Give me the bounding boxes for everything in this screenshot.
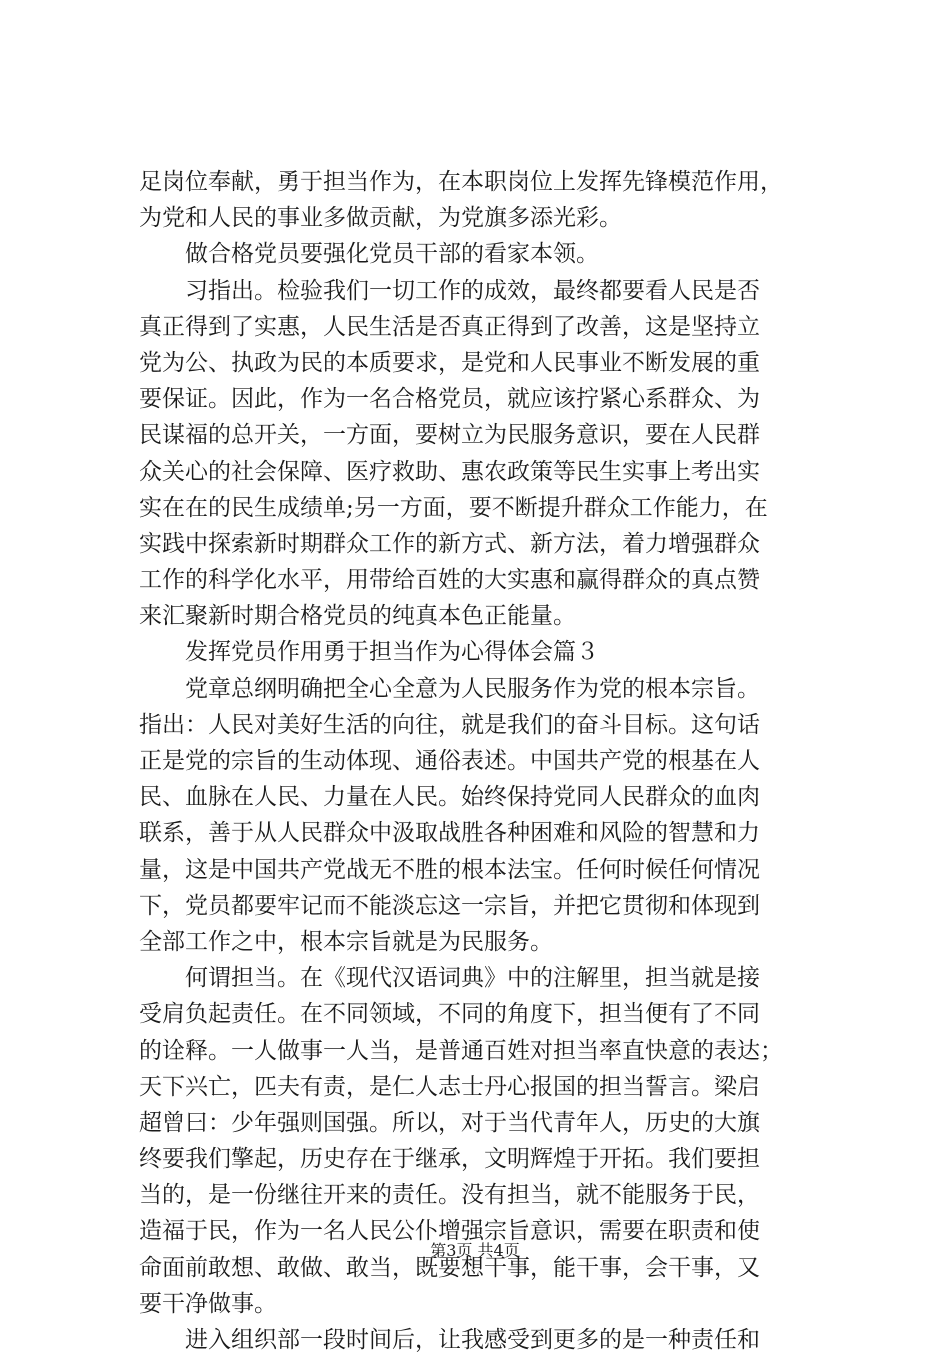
text-line: 党章总纲明确把全心全意为人民服务作为党的根本宗旨。 <box>185 675 760 702</box>
text-line: 党为公、执政为民的本质要求，是党和人民事业不断发展的重 <box>139 349 760 376</box>
text-line: 民、血脉在人民、力量在人民。始终保持党同人民群众的血肉 <box>139 784 760 811</box>
text-line: 造福于民，作为一名人民公仆增强宗旨意识，需要在职责和使 <box>139 1218 760 1245</box>
text-line: 进入组织部一段时间后，让我感受到更多的是一种责任和 <box>185 1327 760 1353</box>
text-line: 做合格党员要强化党员干部的看家本领。 <box>185 241 599 268</box>
text-line: 终要我们擎起，历史存在于继承，文明辉煌于开拓。我们要担 <box>139 1146 760 1173</box>
text-line: 指出：人民对美好生活的向往，就是我们的奋斗目标。这句话 <box>139 711 760 738</box>
text-line: 下，党员都要牢记而不能淡忘这一宗旨，并把它贯彻和体现到 <box>139 892 760 919</box>
text-line: 命面前敢想、敢做、敢当，既要想干事，能干事，会干事，又 <box>139 1254 760 1281</box>
text-line: 为党和人民的事业多做贡献，为党旗多添光彩。 <box>139 205 622 232</box>
text-line: 全部工作之中，根本宗旨就是为民服务。 <box>139 928 553 955</box>
text-line: 足岗位奉献，勇于担当作为，在本职岗位上发挥先锋模范作用， <box>139 169 783 195</box>
text-line: 发挥党员作用勇于担当作为心得体会篇３ <box>185 639 599 666</box>
text-line: 真正得到了实惠，人民生活是否真正得到了改善，这是坚持立 <box>139 313 760 340</box>
text-line: 众关心的社会保障、医疗救助、惠农政策等民生实事上考出实 <box>139 458 760 485</box>
text-line: 超曾曰：少年强则国强。所以，对于当代青年人，历史的大旗 <box>139 1109 760 1136</box>
text-line: 工作的科学化水平，用带给百姓的大实惠和赢得群众的真点赞 <box>139 567 760 594</box>
text-line: 联系，善于从人民群众中汲取战胜各种困难和风险的智慧和力 <box>139 820 760 847</box>
text-line: 当的，是一份继往开来的责任。没有担当，就不能服务于民， <box>139 1182 760 1209</box>
text-line: 要保证。因此，作为一名合格党员，就应该拧紧心系群众、为 <box>139 386 760 413</box>
text-line: 民谋福的总开关，一方面，要树立为民服务意识，要在人民群 <box>139 422 760 449</box>
text-line: 受肩负起责任。在不同领域，不同的角度下，担当便有了不同 <box>139 1001 760 1028</box>
text-line: 实践中探索新时期群众工作的新方式、新方法，着力增强群众 <box>139 530 760 557</box>
text-line: 量，这是中国共产党战无不胜的根本法宝。任何时候任何情况 <box>139 856 760 883</box>
text-line: 习指出。检验我们一切工作的成效，最终都要看人民是否 <box>185 277 760 304</box>
page-footer: 第3页 共4页 <box>430 1241 520 1260</box>
text-line: 何谓担当。在《现代汉语词典》中的注解里，担当就是接 <box>185 965 760 992</box>
text-line: 天下兴亡，匹夫有责，是仁人志士丹心报国的担当誓言。梁启 <box>139 1073 760 1100</box>
document-body <box>139 164 829 1358</box>
text-line: 来汇聚新时期合格党员的纯真本色正能量。 <box>139 603 576 630</box>
text-line: 要干净做事。 <box>139 1290 277 1317</box>
text-line: 实在在的民生成绩单;另一方面，要不断提升群众工作能力，在 <box>139 494 768 521</box>
text-line: 的诠释。一人做事一人当，是普通百姓对担当率直快意的表达； <box>139 1037 783 1064</box>
text-line: 正是党的宗旨的生动体现、通俗表述。中国共产党的根基在人 <box>139 748 760 774</box>
